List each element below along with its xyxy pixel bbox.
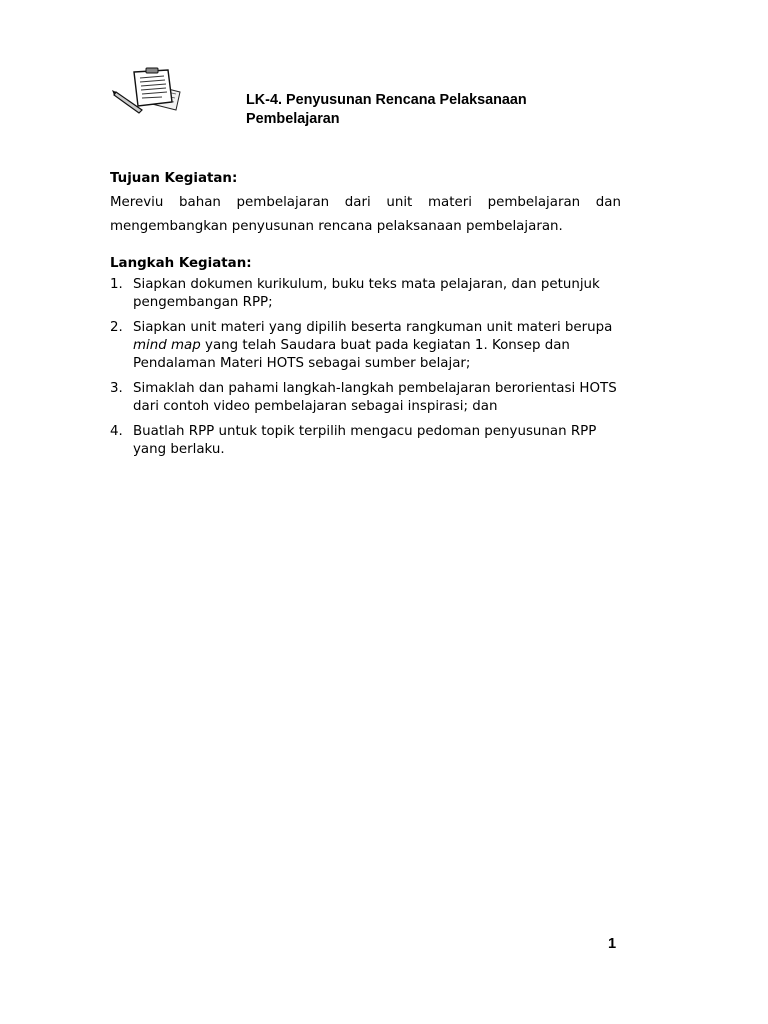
list-item [110,276,630,312]
list-item [110,319,630,373]
list-item-number: 4. [110,424,123,439]
list-item-text: Siapkan dokumen kurikulum, buku teks mata pelajaran, dan petunjuk pengembangan RPP; [133,277,600,310]
list-item-number: 2. [110,320,123,335]
langkah-list [110,276,630,466]
list-item-number: 1. [110,277,123,292]
list-item-text: Simaklah dan pahami langkah-langkah pembelajaran berorientasi HOTS dari contoh video pembelajaran sebagai inspirasi; dan [133,381,617,414]
tujuan-heading: Tujuan Kegiatan: [110,171,238,186]
page-title: LK-4. Penyusunan Rencana Pelaksanaan Pembelajaran [246,92,527,127]
tujuan-line-1: Mereviu bahan pembelajaran dari unit materi pembelajaran dan [110,195,621,210]
list-item-text: Buatlah RPP untuk topik terpilih mengacu pedoman penyusunan RPP yang berlaku. [133,424,597,457]
list-item [110,423,630,459]
tujuan-line-2: mengembangkan penyusunan rencana pelaksanaan pembelajaran. [110,219,563,234]
list-item [110,380,630,416]
list-item-number: 3. [110,381,123,396]
tujuan-paragraph [110,191,621,239]
langkah-heading: Langkah Kegiatan: [110,256,252,271]
list-item-text-post: yang telah Saudara buat pada kegiatan 1. Konsep dan Pendalaman Materi HOTS sebagai sumber belajar; [133,338,570,371]
list-item-text [133,320,612,371]
list-item-text-pre: Siapkan unit materi yang dipilih beserta rangkuman unit materi berupa [133,320,613,335]
list-item-text-emphasis: mind map [133,338,201,353]
page-number: 1 [608,936,617,952]
clipboard-pen-icon [112,66,184,114]
